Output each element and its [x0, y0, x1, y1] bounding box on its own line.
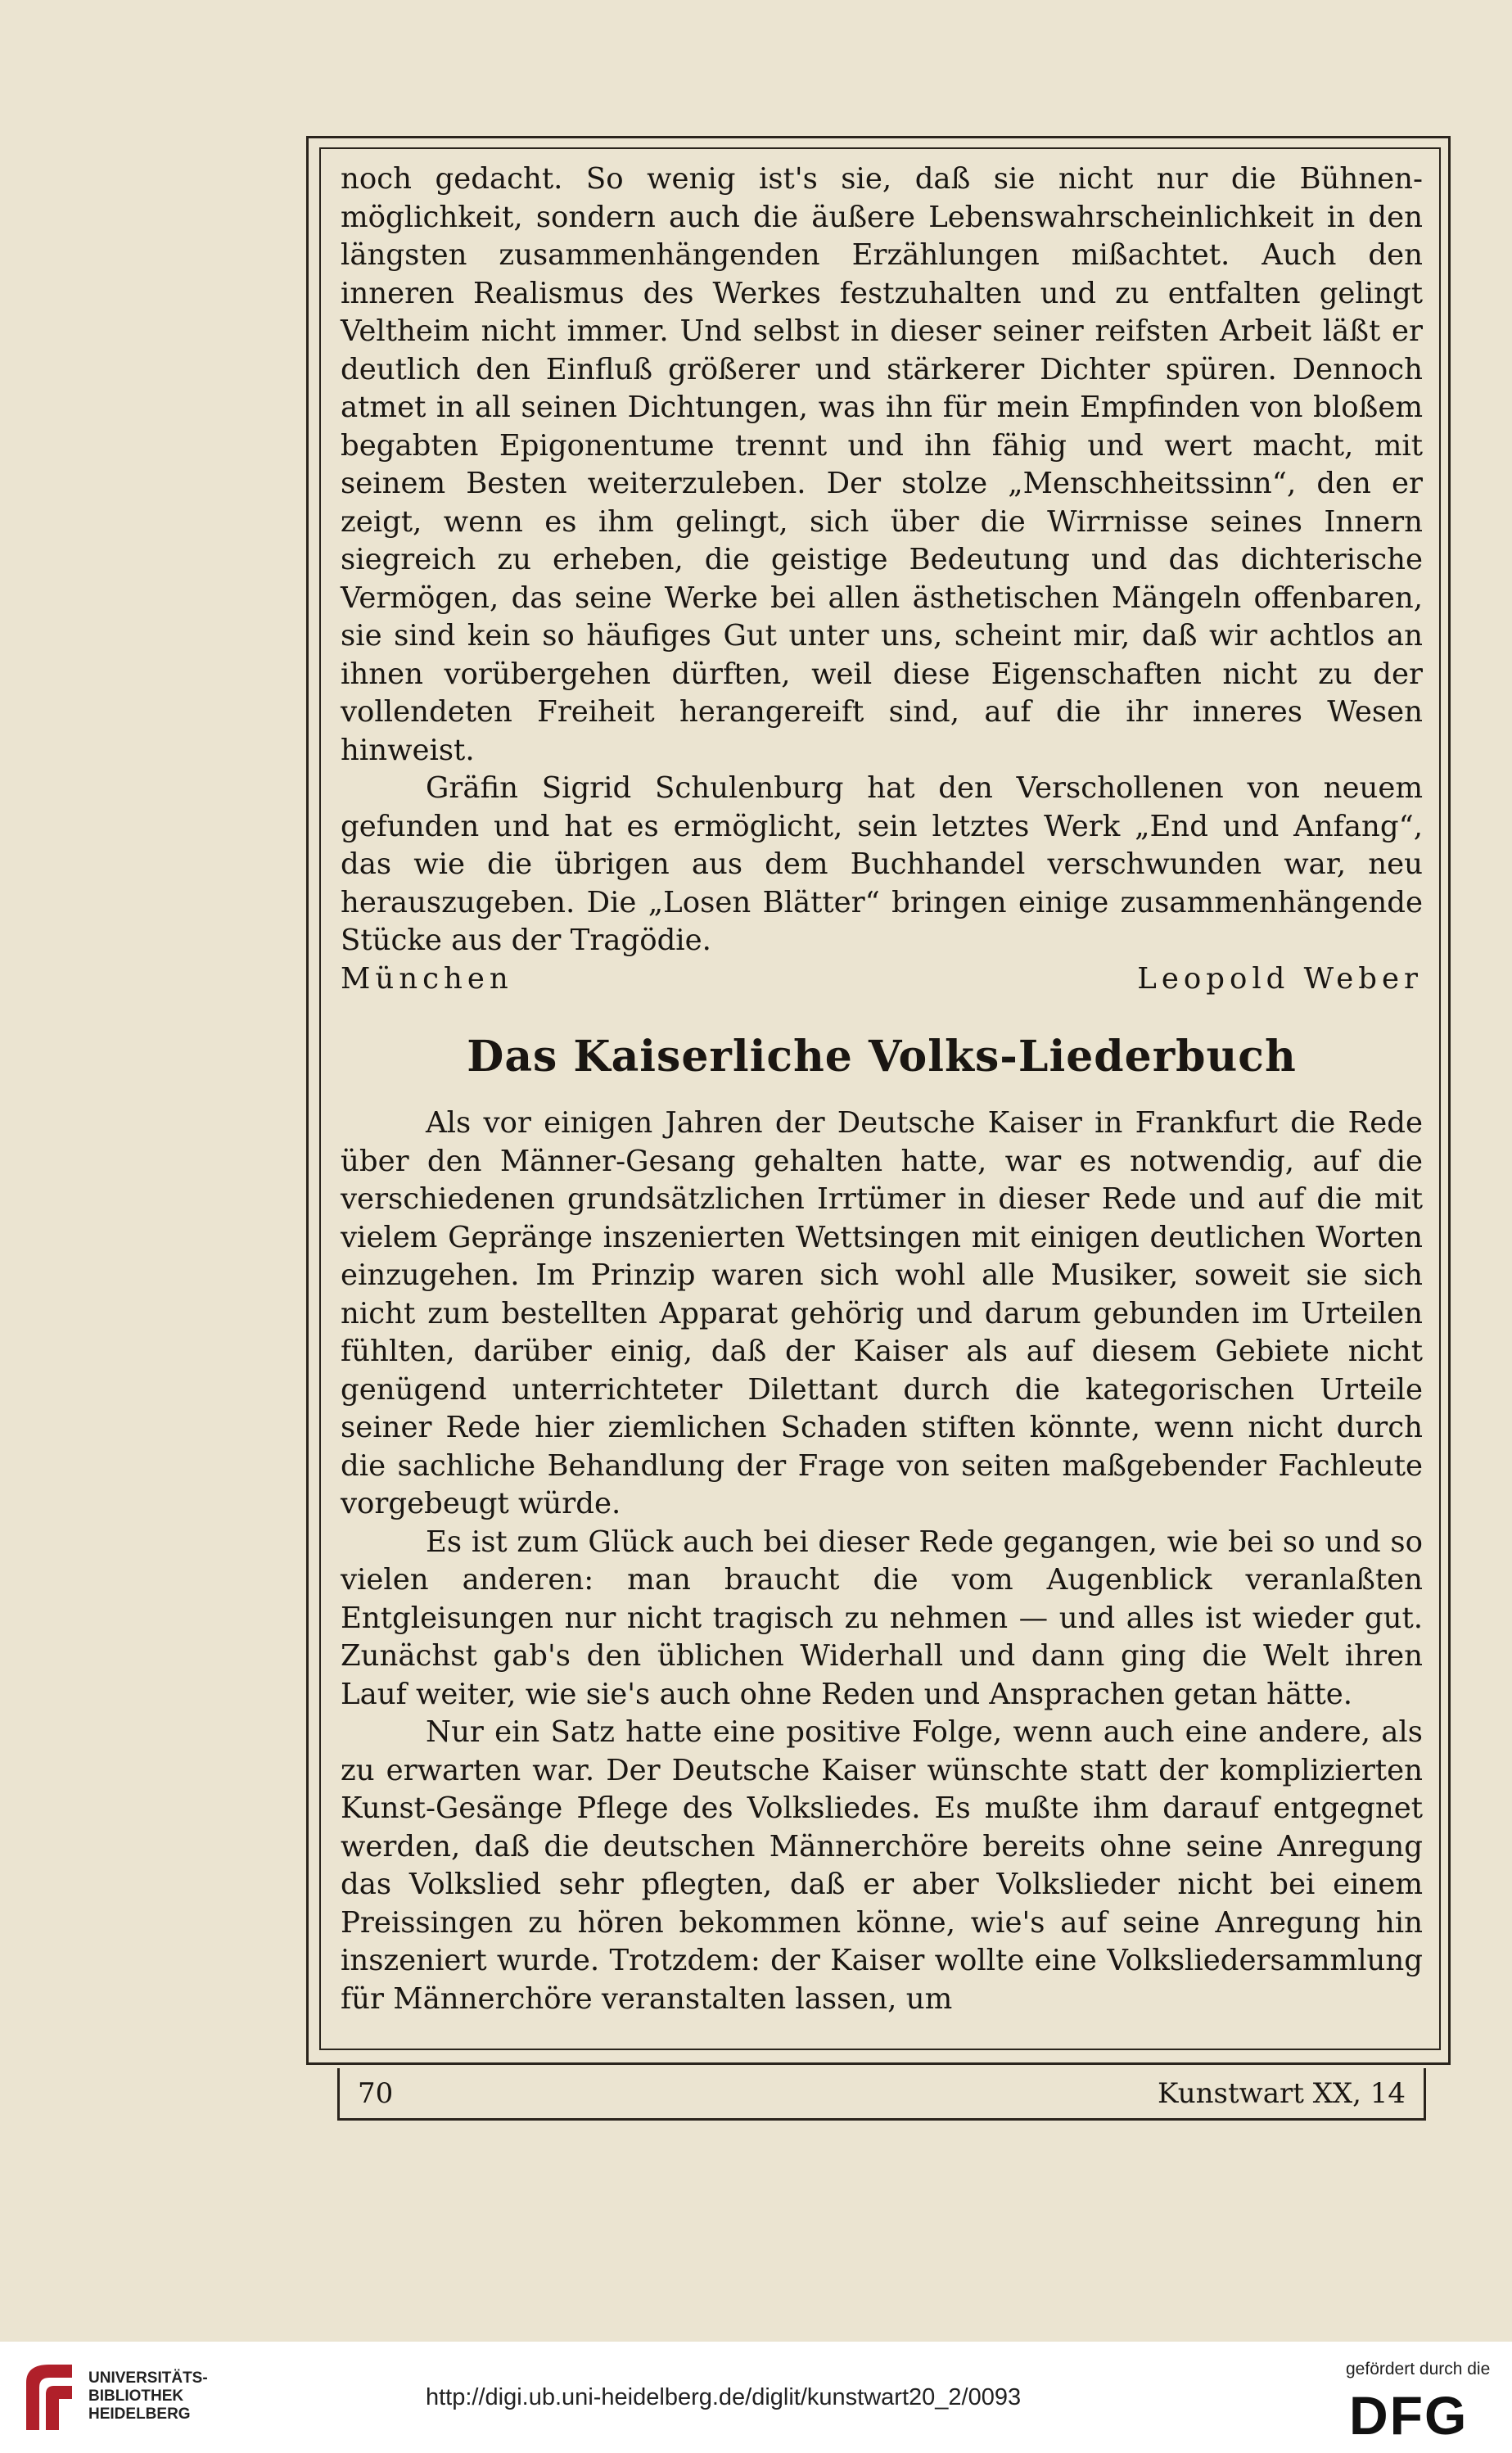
library-bar	[0, 2342, 1512, 2453]
author-name: Leopold Weber	[1137, 961, 1423, 996]
page-number: 70	[358, 2076, 394, 2110]
article2-paragraph-3: Nur ein Satz hatte eine positive Folge, wenn auch eine andere, als zu erwarten war. Der Deutsche Kaiser wünschte statt der komplizierten Kunst-Gesänge Pflege des Volksliedes. Es mußte ihm darauf entgegnet werden, daß die deutschen Männerchöre bereits ohne seine Anregung das Volkslied sehr pflegten, daß er aber Volkslieder nicht bei einem Preissingen zu hören bekommen könne, wie's auf seine Anregung hin inszeniert wurde. Trotzdem: der Kaiser wollte eine Volksliedersammlung für Männerchöre veranstalten lassen, um	[341, 1715, 1423, 2016]
institution-name: UNIVERSITÄTS- BIBLIOTHEK HEIDELBERG	[88, 2369, 208, 2423]
signature-line	[341, 960, 1423, 999]
page-footer	[337, 2068, 1426, 2121]
funding-label: gefördert durch die	[1346, 2360, 1491, 2378]
source-url-link[interactable]: http://digi.ub.uni-heidelberg.de/diglit/kunstwart20_2/0093	[426, 2384, 1022, 2410]
article-title: Das Kaiserliche Volks-Liederbuch	[467, 1032, 1297, 1082]
university-logo-icon	[18, 2358, 80, 2433]
place-name: München	[341, 961, 513, 996]
dfg-logo: DFG	[1349, 2385, 1469, 2446]
article2-paragraph-1: Als vor einigen Jahren der Deutsche Kaiser in Frankfurt die Rede über den Männer-Gesang gehalten hatte, war es notwendig, auf die verschiedenen grundsätzlichen Irrtümer in dieser Rede und auf die mit vielem Gepränge inszenierten Wettsingen mit einigen deutlichen Worten einzugehen. Im Prinzip waren sich wohl alle Musiker, soweit sie sich nicht zum bestellten Apparat gehörig und darum gebunden im Urteilen fühlten, darüber einig, daß der Kaiser als auf diesem Gebiete nicht genügend unterrichteter Dilettant durch die kategorischen Urteile seiner Rede hier ziemlichen Schaden stiften könnte, wenn nicht durch die sachliche Behandlung der Frage von seiten maßgebender Fachleute vorgebeugt würde.	[341, 1106, 1423, 1520]
journal-issue: Kunstwart XX, 14	[1158, 2076, 1406, 2110]
article1-paragraph-1: noch gedacht. So wenig ist's sie, daß sie nicht nur die Bühnen-möglichkeit, sondern auch die äußere Lebenswahrscheinlichkeit in den längsten zusammenhängenden Erzählungen mißachtet. Auch den inneren Realismus des Werkes festzuhalten und zu entfalten gelingt Veltheim nicht immer. Und selbst in dieser seiner reifsten Arbeit läßt er deutlich den Einfluß größerer und stärkerer Dichter spüren. Dennoch atmet in all seinen Dichtungen, was ihn für mein Empfinden von bloßem begabten Epigonentume trennt und ihn fähig und wert macht, mit seinem Besten weiterzuleben. Der stolze „Menschheitssinn“, den er zeigt, wenn es ihm gelingt, sich über die Wirrnisse seines Innern siegreich zu erheben, die geistige Bedeutung und das dichterische Vermögen, das seine Werke bei allen ästhetischen Mängeln offenbaren, sie sind kein so häufiges Gut unter uns, scheint mir, daß wir achtlos an ihnen vorübergehen dürften, weil diese Eigenschaften nicht zu der vollendeten Freiheit herangereift sind, auf die ihr inneres Wesen hinweist.	[341, 162, 1423, 767]
article2-paragraph-2: Es ist zum Glück auch bei dieser Rede gegangen, wie bei so und so vielen anderen: man braucht die vom Augenblick veranlaßten Entgleisungen nur nicht tragisch zu nehmen — und alles ist wieder gut. Zunächst gab's den üblichen Widerhall und dann ging die Welt ihren Lauf weiter, wie sie's auch ohne Reden und Ansprachen getan hätte.	[341, 1525, 1423, 1711]
article1-paragraph-2: Gräfin Sigrid Schulenburg hat den Verschollenen von neuem gefunden und hat es ermöglicht, sein letztes Werk „End und Anfang“, das wie die übrigen aus dem Buchhandel verschwunden war, neu herauszugeben. Die „Losen Blätter“ bringen einige zusammenhängende Stücke aus der Tragödie.	[341, 771, 1423, 957]
page-body	[341, 160, 1423, 2018]
